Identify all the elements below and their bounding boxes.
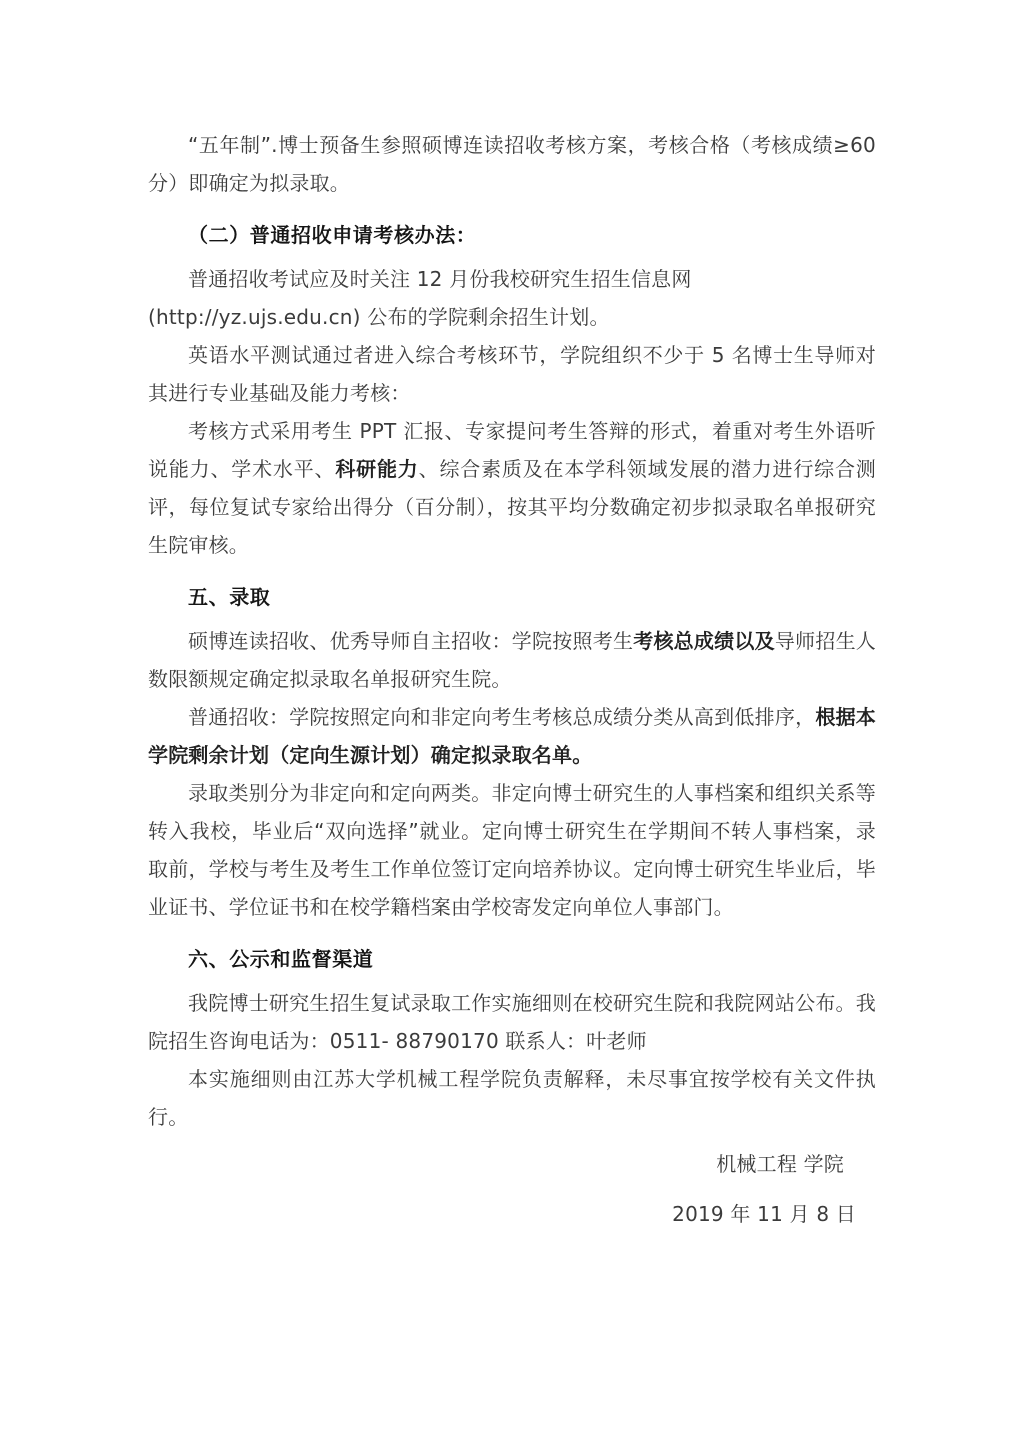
signature-date <box>148 1192 876 1236</box>
text-segment: 普通招收：学院按照定向和非定向考生考核总成绩分类从高到低排序， <box>188 705 816 729</box>
para-general-admission-website <box>148 260 876 336</box>
text-segment: 硕博连读招收、优秀导师自主招收：学院按照考生 <box>188 629 634 653</box>
signature-college-name <box>148 1142 876 1186</box>
bold-text-segment: 根据本学院剩余计划（定向生源计划）确定拟录取名单。 <box>148 705 877 767</box>
para-assessment-method <box>148 412 876 564</box>
para-five-year-program <box>148 126 876 202</box>
para-english-test <box>148 336 876 412</box>
text-segment: （二）普通招收申请考核办法： <box>188 223 477 247</box>
para-admission-categories <box>148 774 876 926</box>
text-segment: 机械工程 学院 <box>716 1152 844 1176</box>
bold-text-segment: 科研能力 <box>335 457 419 481</box>
text-segment: (http://yz.ujs.edu.cn) 公布的学院剩余招生计划。 <box>148 305 610 329</box>
text-segment: 五、录取 <box>188 585 271 609</box>
para-interpretation <box>148 1060 876 1136</box>
heading-section-2-general-admission <box>148 216 876 254</box>
text-segment: 英语水平测试通过者进入综合考核环节，学院组织不少于 5 名博士生导师对其进行专业基础及能力考核： <box>148 343 876 405</box>
text-segment: 录取类别分为非定向和定向两类。非定向博士研究生的人事档案和组织关系等转入我校，毕业后“双向选择”就业。定向博士研究生在学期间不转人事档案，录取前，学校与考生及考生工作单位签订定向培养协议。定向博士研究生毕业后，毕业证书、学位证书和在校学籍档案由学校寄发定向单位人事部门。 <box>148 781 876 919</box>
text-segment: “五年制”.博士预备生参照硕博连读招收考核方案，考核合格（考核成绩≥60 分）即确定为拟录取。 <box>148 133 876 195</box>
para-contact-info <box>148 984 876 1060</box>
bold-text-segment: 考核总成绩以及 <box>633 629 775 653</box>
para-continuous-study-admission <box>148 622 876 698</box>
heading-section-6-publicity <box>148 940 876 978</box>
text-segment: 考核方式采用考生 PPT 汇报、专家提问考生答辩的形式，着重对考生外语听说能力、学术水平、 <box>148 419 876 481</box>
text-segment: 、综合素质及在本学科领域发展的潜力进行综合测评，每位复试专家给出得分（百分制），按其平均分数确定初步拟录取名单报研究生院审核。 <box>148 457 876 557</box>
text-segment: 六、公示和监督渠道 <box>188 947 374 971</box>
text-segment: 2019 年 11 月 8 日 <box>672 1202 856 1226</box>
text-segment: 导师招生人数限额规定确定拟录取名单报研究生院。 <box>148 629 877 691</box>
text-segment: 我院博士研究生招生复试录取工作实施细则在校研究生院和我院网站公布。我院招生咨询电话为：0511- 88790170 联系人：叶老师 <box>148 991 876 1053</box>
para-general-admission-ranking <box>148 698 876 774</box>
heading-section-5-admission <box>148 578 876 616</box>
text-segment: 普通招收考试应及时关注 12 月份我校研究生招生信息网 <box>188 267 692 291</box>
text-segment: 本实施细则由江苏大学机械工程学院负责解释，未尽事宜按学校有关文件执行。 <box>148 1067 876 1129</box>
